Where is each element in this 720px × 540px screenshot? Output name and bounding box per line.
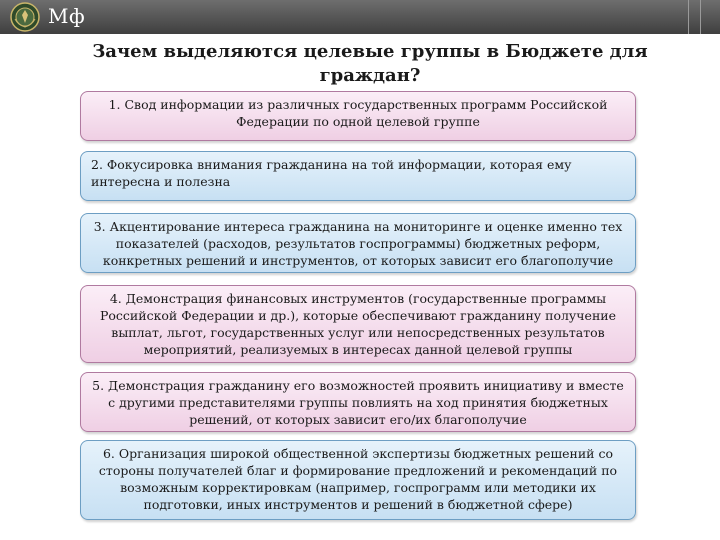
list-item-text: 1. Свод информации из различных государственных программ Российской Федерации по одной целевой группе [108, 97, 608, 129]
brand-text: Мф [48, 4, 86, 28]
list-item-5 [80, 372, 636, 432]
list-item-text: 3. Акцентирование интереса гражданина на мониторинге и оценке именно тех показателей (расходов, результатов госпрограммы) бюджетных реформ, конкретных решений и инструментов, от которых зависит его благополучие [93, 219, 623, 268]
list-item-1 [80, 91, 636, 141]
list-item-2 [80, 151, 636, 201]
list-item-3 [80, 213, 636, 273]
list-item-text: 4. Демонстрация финансовых инструментов (государственные программы Российской Федерации и др.), которые обеспечивают гражданину получение выплат, льгот, государственных услуг или непосредственных результатов мероприятий, реализуемых в интересах данной целевой группы [99, 291, 617, 357]
list-item-4 [80, 285, 636, 363]
list-item-text: 2. Фокусировка внимания гражданина на той информации, которая ему интересна и полезна [91, 157, 572, 189]
header-bar [0, 0, 720, 34]
list-item-6 [80, 440, 636, 520]
header-divider [700, 0, 701, 34]
header-divider [688, 0, 689, 34]
list-item-text: 5. Демонстрация гражданину его возможностей проявить инициативу и вместе с другими представителями группы повлиять на ход принятия бюджетных решений, от которых зависит его/их благополучие [92, 378, 624, 427]
list-item-text: 6. Организация широкой общественной экспертизы бюджетных решений со стороны получателей благ и формирование предложений и рекомендаций по возможным корректировкам (например, госпрограмм или методики их подготовки, иных инструментов и решений в бюджетной сфере) [98, 446, 618, 512]
slide-title: Зачем выделяются целевые группы в Бюджете для граждан? [92, 41, 648, 86]
emblem-icon [10, 2, 40, 32]
